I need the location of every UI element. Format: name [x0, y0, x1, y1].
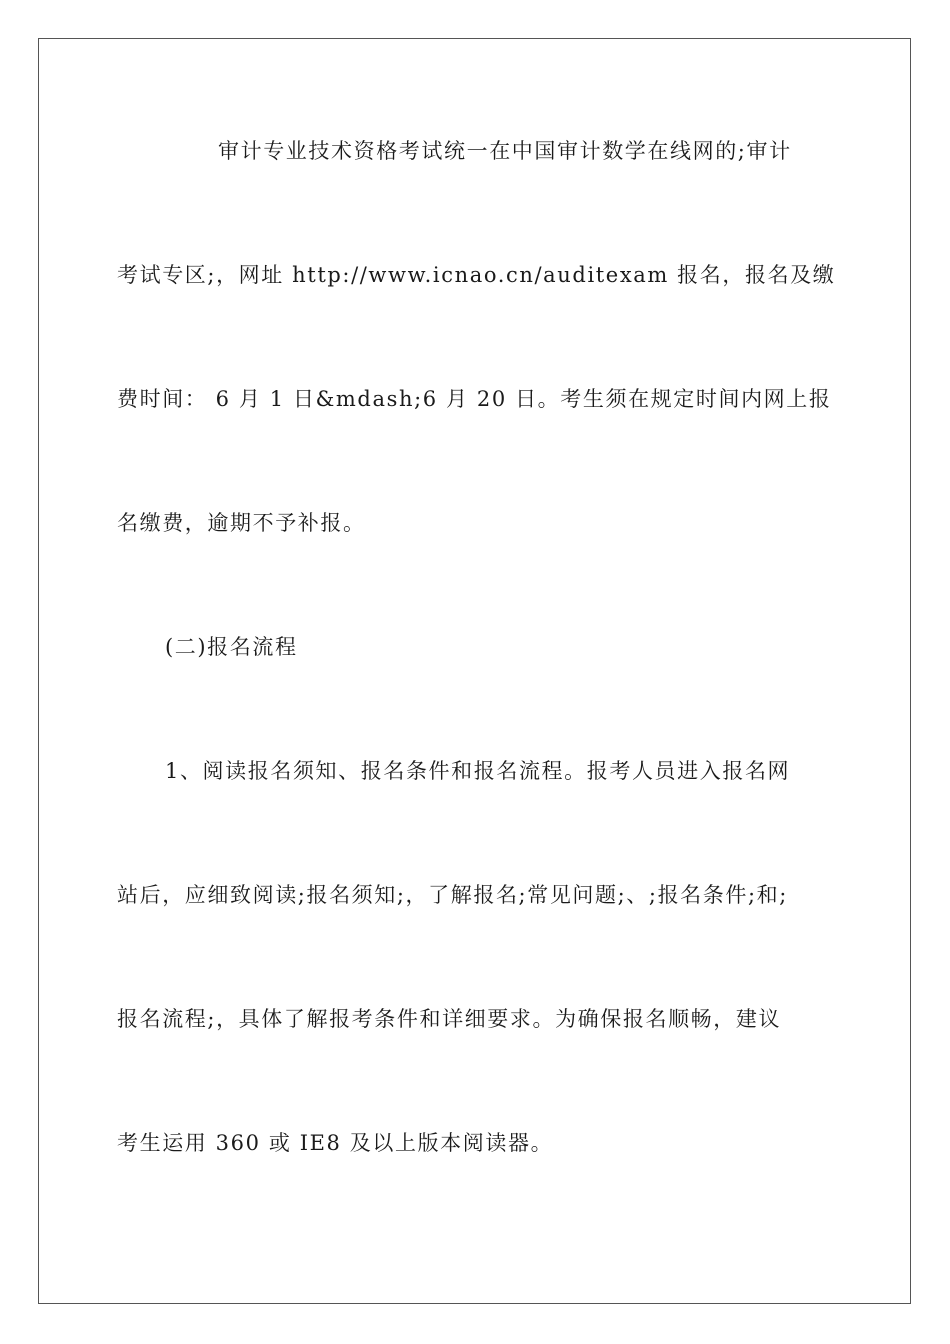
paragraph-2-line-1: 1、阅读报名须知、报名条件和报名流程。报考人员进入报名网	[165, 759, 791, 783]
paragraph-1-line-4: 名缴费，逾期不予补报。	[117, 511, 366, 535]
paragraph-2-line-4: 考生运用 360 或 IE8 及以上版本阅读器。	[117, 1131, 554, 1155]
section-heading: (二)报名流程	[165, 635, 298, 659]
paragraph-2-line-3: 报名流程;，具体了解报考条件和详细要求。为确保报名顺畅，建议	[117, 1007, 782, 1031]
page-border	[38, 38, 911, 1304]
paragraph-2-line-2: 站后，应细致阅读;报名须知;，了解报名;常见问题;、;报名条件;和;	[117, 883, 788, 907]
paragraph-1-line-1: 审计专业技术资格考试统一在中国审计数学在线网的;审计	[218, 139, 792, 163]
paragraph-1-line-2: 考试专区;，网址 http://www.icnao.cn/auditexam 报名，报名及缴	[117, 263, 836, 287]
paragraph-1-line-3: 费时间： 6 月 1 日&mdash;6 月 20 日。考生须在规定时间内网上报	[117, 387, 832, 411]
